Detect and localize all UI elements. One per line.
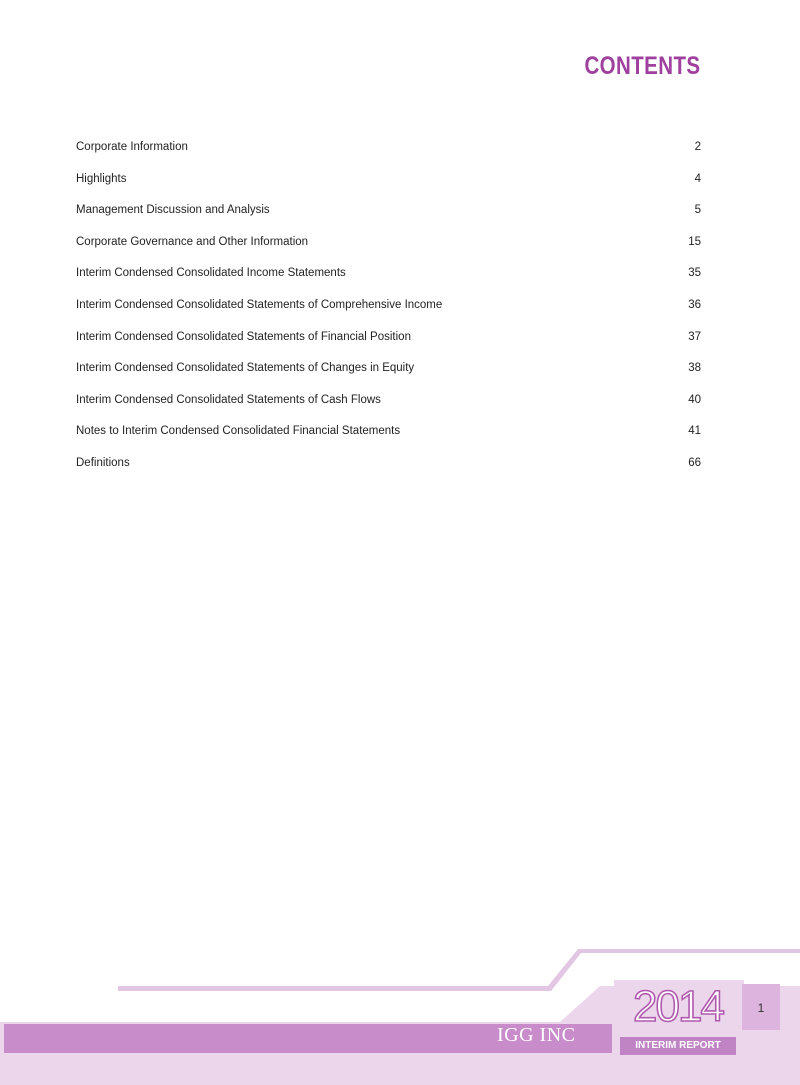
logo-subtitle: INTERIM REPORT (620, 1037, 736, 1055)
toc-entry[interactable] (76, 453, 701, 485)
page-number: 1 (757, 1001, 765, 1015)
toc-entry[interactable] (76, 263, 701, 295)
toc-entry-label: Notes to Interim Condensed Consolidated Financial Statements (76, 425, 401, 438)
report-logo (618, 981, 738, 1061)
toc-entry-page: 41 (688, 425, 701, 438)
toc-entry[interactable] (76, 421, 701, 453)
toc-entry[interactable] (76, 169, 701, 201)
toc-entry-label: Interim Condensed Consolidated Statements of Cash Flows (76, 393, 381, 406)
page-title: CONTENTS (583, 52, 700, 80)
toc-entry[interactable] (76, 137, 701, 169)
toc-entry-page: 4 (694, 172, 701, 185)
toc-entry-page: 38 (688, 362, 701, 375)
toc-entry[interactable] (76, 295, 701, 327)
toc-entry-label: Management Discussion and Analysis (76, 204, 270, 217)
toc-entry-page: 2 (694, 141, 701, 153)
toc-entry-label: Corporate Information (76, 141, 188, 153)
toc-entry-label: Interim Condensed Consolidated Statements of Financial Position (76, 330, 411, 343)
toc-entry[interactable] (76, 232, 701, 264)
toc-entry-page: 5 (694, 204, 701, 217)
toc-entry-page: 66 (688, 456, 701, 469)
toc-entry-page: 15 (688, 235, 701, 248)
toc-entry-page: 36 (688, 298, 701, 311)
toc-entry-label: Interim Condensed Consolidated Statements of Comprehensive Income (76, 298, 443, 311)
toc-entry[interactable] (76, 200, 701, 232)
table-of-contents (76, 137, 701, 485)
logo-year: 2014 (633, 982, 723, 1031)
toc-entry-page: 40 (688, 393, 701, 406)
toc-entry[interactable] (76, 358, 701, 390)
company-name: IGG INC (497, 1024, 576, 1046)
toc-entry-label: Interim Condensed Consolidated Income Statements (76, 267, 346, 280)
toc-entry-label: Corporate Governance and Other Information (76, 235, 309, 248)
toc-entry-label: Highlights (76, 172, 127, 185)
toc-entry-label: Definitions (76, 456, 130, 469)
toc-entry[interactable] (76, 390, 701, 422)
toc-entry[interactable] (76, 327, 701, 359)
toc-entry-page: 35 (688, 267, 701, 280)
toc-entry-label: Interim Condensed Consolidated Statements of Changes in Equity (76, 362, 415, 375)
toc-entry-page: 37 (688, 330, 701, 343)
